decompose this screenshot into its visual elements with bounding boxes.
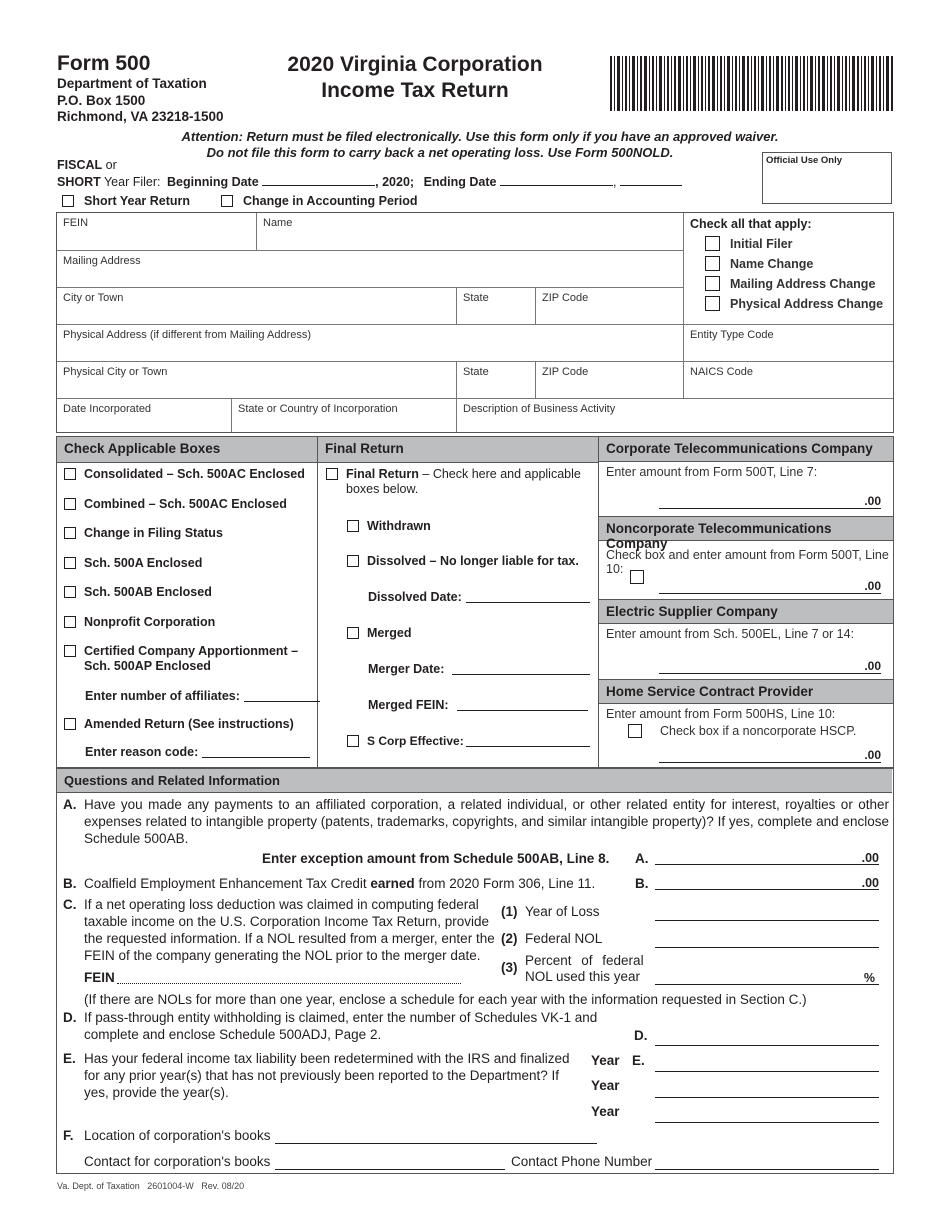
books-location-field[interactable] [275,1130,597,1144]
e-year-label-2: Year [591,1078,620,1093]
beginning-date-label: Beginning Date [167,175,259,189]
question-f-letter: F. [63,1128,74,1143]
e-year-field-2[interactable] [655,1084,879,1098]
final-return-desc: – Check here and applicable boxes below. [346,467,581,496]
physical-address-change-label: Physical Address Change [730,296,884,311]
noncorporate-telecom-header: Noncorporate Telecommunications Company [599,516,893,541]
c3-label-2: NOL used this year [525,969,641,984]
date-incorporated-field[interactable] [57,399,232,432]
noncorporate-telecom-amount[interactable]: .00 [659,579,881,594]
certified-company-option[interactable] [64,644,312,674]
c3-label-1: Percent of federal [525,953,644,968]
question-c-fein-label: FEIN [84,970,115,985]
official-use-box [762,152,892,204]
short-year-return-label: Short Year Return [84,194,191,208]
s-corp-option[interactable] [347,734,590,748]
mailing-address-field[interactable] [57,251,684,288]
dissolved-option[interactable] [347,554,579,568]
amended-return-label: Amended Return (See instructions) [84,717,294,731]
fein-label: FEIN [63,217,89,229]
nonprofit-option[interactable] [64,615,215,629]
naics-code-label: NAICS Code [690,366,753,378]
physical-city-field[interactable] [57,362,457,399]
merged-fein-field[interactable] [457,698,588,711]
business-activity-field[interactable] [457,399,893,432]
merged-checkbox[interactable] [347,627,359,639]
home-service-text: Enter amount from Form 500HS, Line 10: [606,707,836,721]
withdrawn-checkbox[interactable] [347,520,359,532]
name-change-checkbox[interactable] [705,256,720,271]
combined-option[interactable] [64,497,287,511]
short-year-return-option[interactable] [62,194,190,208]
combined-label: Combined – Sch. 500AC Enclosed [84,497,287,511]
consolidated-label: Consolidated – Sch. 500AC Enclosed [84,467,305,481]
consolidated-checkbox[interactable] [64,468,76,480]
physical-zip-label: ZIP Code [542,366,589,378]
question-c-note: (If there are NOLs for more than one year, enclose a schedule for each year with the information requested in Section C.) [84,992,807,1007]
physical-zip-field[interactable] [536,362,684,399]
fein-field[interactable] [57,213,257,251]
question-b-text [84,875,595,892]
question-d-text: If pass-through entity withholding is claimed, enter the number of Schedules VK-1 and complete and enclose Schedule 500ADJ, Page 2. [84,1010,598,1042]
mailing-address-change-checkbox[interactable] [705,276,720,291]
ending-date-field[interactable] [500,173,613,186]
federal-nol-field[interactable] [655,934,879,948]
sch-500ab-label: Sch. 500AB Enclosed [84,585,212,599]
question-d-field-label: D. [634,1028,648,1043]
sch-500ab-checkbox[interactable] [64,586,76,598]
question-e-letter: E. [63,1051,76,1066]
title-line-1: 2020 Virginia Corporation [287,53,543,76]
e-year-field-1[interactable] [655,1058,879,1072]
final-return-option[interactable] [326,467,591,497]
city-label: City or Town [63,292,124,304]
name-change-label: Name Change [730,256,814,271]
attention-line-2: Do not file this form to carry back a net operating loss. Use Form 500NOLD. [206,145,674,160]
year-of-loss-field[interactable] [655,907,879,921]
official-use-label: Official Use Only [766,155,843,166]
c2-label: Federal NOL [525,931,603,946]
question-a-letter: A. [63,797,77,812]
nonprofit-label: Nonprofit Corporation [84,615,216,629]
home-service-header: Home Service Contract Provider [599,679,893,704]
c3-label [525,953,644,985]
books-contact-field[interactable] [275,1156,505,1170]
electric-supplier-amount[interactable]: .00 [659,659,881,674]
merger-date-label: Merger Date: [368,662,445,676]
question-c-letter: C. [63,897,77,912]
question-a-amount[interactable]: .00 [655,851,879,865]
s-corp-date-field[interactable] [466,734,590,747]
corporate-telecom-header: Corporate Telecommunications Company [599,437,893,462]
dissolved-date-row [368,590,590,604]
zip-label: ZIP Code [542,292,589,304]
noncorporate-hscp-option[interactable] [628,724,856,738]
department-address [57,76,224,126]
merger-date-row [368,662,590,676]
noncorporate-telecom-text: Check box and enter amount from Form 500T, Line 10: [606,548,889,576]
reason-code-label: Enter reason code: [85,745,199,759]
corporate-telecom-amount[interactable]: .00 [659,494,881,509]
nonprofit-checkbox[interactable] [64,616,76,628]
initial-filer-label: Initial Filer [730,236,793,251]
merged-option[interactable] [347,626,411,640]
consolidated-option[interactable] [64,467,305,481]
physical-state-field[interactable] [457,362,536,399]
question-d-field[interactable] [655,1032,879,1046]
final-return-checkbox[interactable] [326,468,338,480]
electric-supplier-text: Enter amount from Sch. 500EL, Line 7 or 14: [606,627,855,641]
filing-status-section [56,436,894,768]
dissolved-label: Dissolved – No longer liable for tax. [367,554,579,568]
form-number: Form 500 [57,52,151,75]
reason-code-row [85,745,310,759]
merger-date-field[interactable] [452,662,590,675]
affiliates-row [85,689,320,703]
question-c-fein-field[interactable] [117,970,461,984]
question-b-field-label: B. [635,876,649,891]
name-field[interactable] [257,213,684,251]
ending-year-field[interactable] [620,173,682,186]
comma: , [612,175,617,189]
state-label: State [463,292,489,304]
books-contact-label: Contact for corporation's books [84,1154,271,1169]
certified-company-checkbox[interactable] [64,645,76,657]
e-year-field-3[interactable] [655,1109,879,1123]
taxpayer-info-grid [56,212,894,433]
change-filing-status-checkbox[interactable] [64,527,76,539]
attention-line-1: Attention: Return must be filed electronically. Use this form only if you have an approved waiver. [181,129,779,144]
amended-return-option[interactable] [64,717,294,731]
reason-code-field[interactable] [202,745,310,758]
physical-address-change-option[interactable] [705,296,887,311]
s-corp-label: S Corp Effective: [367,734,464,748]
physical-address-change-checkbox[interactable] [705,296,720,311]
question-c-text: If a net operating loss deduction was claimed in computing federal taxable income on the U.S. Corporation Income Tax Return, provide the requested information. If a NOL resulted from a merger, enter the FEIN of the company generating the NOL prior to the merger date. [84,897,495,963]
e-year-label-3: Year [591,1104,620,1119]
contact-phone-label: Contact Phone Number [511,1154,653,1169]
electric-supplier-header: Electric Supplier Company [599,599,893,624]
dissolved-date-field[interactable] [466,590,590,603]
year-filer-label: Year Filer: [100,175,161,189]
dept-line: P.O. Box 1500 [57,92,146,108]
ending-date-label: Ending Date [423,175,497,189]
merged-fein-label: Merged FEIN: [368,698,449,712]
s-corp-checkbox[interactable] [347,735,359,747]
change-filing-status-option[interactable] [64,526,223,540]
c1-label: Year of Loss [525,904,600,919]
question-b-letter: B. [63,876,77,891]
change-filing-status-label: Change in Filing Status [84,526,223,540]
entity-type-code-label: Entity Type Code [690,329,774,341]
sch-500a-label: Sch. 500A Enclosed [84,556,203,570]
entity-type-code-field[interactable] [684,325,893,362]
dept-line: Department of Taxation [57,76,207,91]
mailing-address-label: Mailing Address [63,255,141,267]
beginning-date-field[interactable] [262,173,375,186]
sch-500a-option[interactable] [64,556,202,570]
fiscal-year-section [57,157,682,190]
question-b-text-1: Coalfield Employment Enhancement Tax Credit [84,876,371,891]
combined-checkbox[interactable] [64,498,76,510]
corporate-telecom-text: Enter amount from Form 500T, Line 7: [606,465,818,479]
name-change-option[interactable] [705,256,887,271]
question-e-text: Has your federal income tax liability been redetermined with the IRS and finalized for any prior year(s) that has not previously been reported to the Department? If yes, provide the year(s). [84,1051,570,1100]
withdrawn-label: Withdrawn [367,519,431,533]
sch-500ab-option[interactable] [64,585,212,599]
percent-nol-field[interactable]: % [655,971,879,985]
question-a-field-label: A. [635,851,649,866]
city-field[interactable] [57,288,457,325]
question-d-letter: D. [63,1010,77,1025]
e-year-label-1: Year [591,1053,620,1068]
short-label: SHORT [57,175,101,189]
name-label: Name [263,217,293,229]
date-incorporated-label: Date Incorporated [63,403,152,415]
merged-fein-row [368,698,588,712]
home-service-amount[interactable]: .00 [659,748,881,763]
form-title [270,52,560,104]
withdrawn-option[interactable] [347,519,431,533]
state-field[interactable] [457,288,536,325]
barcode-icon [610,56,893,111]
state-country-incorporation-label: State or Country of Incorporation [238,403,398,415]
question-b-text-2: from 2020 Form 306, Line 11. [414,876,596,891]
initial-filer-option[interactable] [705,236,887,251]
question-b-earned: earned [370,876,415,891]
dept-line: Richmond, VA 23218-1500 [57,109,224,124]
mailing-address-change-option[interactable] [705,276,887,291]
question-a-exception-label: Enter exception amount from Schedule 500AB, Line 8. [262,851,610,866]
change-accounting-period-checkbox[interactable] [221,195,233,207]
physical-city-label: Physical City or Town [63,366,168,378]
noncorporate-hscp-checkbox[interactable] [628,724,642,738]
mailing-address-change-label: Mailing Address Change [730,276,876,291]
certified-company-label: Certified Company Apportionment – Sch. 500AP Enclosed [84,644,299,673]
short-year-return-checkbox[interactable] [62,195,74,207]
title-line-2: Income Tax Return [321,79,509,102]
question-b-amount[interactable]: .00 [655,876,879,890]
footer-form-id: Va. Dept. of Taxation 2601004-W Rev. 08/20 [57,1181,245,1191]
amended-return-checkbox[interactable] [64,718,76,730]
c2-number: (2) [501,931,518,946]
check-applicable-header: Check Applicable Boxes [57,437,317,463]
physical-state-label: State [463,366,489,378]
fiscal-or: or [102,158,117,172]
sch-500a-checkbox[interactable] [64,557,76,569]
dissolved-date-label: Dissolved Date: [368,590,462,604]
final-return-header: Final Return [318,437,598,463]
initial-filer-checkbox[interactable] [705,236,720,251]
merged-label: Merged [367,626,412,640]
dissolved-checkbox[interactable] [347,555,359,567]
physical-address-field[interactable] [57,325,684,362]
noncorporate-telecom-checkbox[interactable] [630,570,644,584]
zip-field[interactable] [536,288,684,325]
fiscal-label: FISCAL [57,158,103,172]
physical-address-label: Physical Address (if different from Mailing Address) [63,329,312,341]
questions-header: Questions and Related Information [57,769,892,793]
state-country-incorporation-field[interactable] [232,399,457,432]
noncorporate-hscp-label: Check box if a noncorporate HSCP. [660,724,857,738]
c3-number: (3) [501,960,518,975]
business-activity-label: Description of Business Activity [463,403,616,415]
contact-phone-field[interactable] [655,1156,879,1170]
c1-number: (1) [501,904,518,919]
final-return-bold: Final Return [346,467,419,481]
question-a-text: Have you made any payments to an affiliated corporation, a related individual, or other related entity for interest, royalties or other expenses related to intangible property (patents, trademarks, copyrights, and similar intangible property)? If yes, complete and enclose Schedule 500AB. [84,797,889,846]
check-all-that-apply [684,213,893,325]
books-location-label: Location of corporation's books [84,1128,271,1143]
year-2020: , 2020; [375,175,415,189]
change-accounting-period-option[interactable] [221,194,418,208]
questions-section [56,768,894,1174]
question-e-field-label: E. [632,1053,645,1068]
affiliates-field[interactable] [244,689,320,702]
check-all-title: Check all that apply: [690,217,812,231]
affiliates-label: Enter number of affiliates: [85,689,240,703]
naics-code-field[interactable] [684,362,893,399]
change-accounting-period-label: Change in Accounting Period [243,194,418,208]
